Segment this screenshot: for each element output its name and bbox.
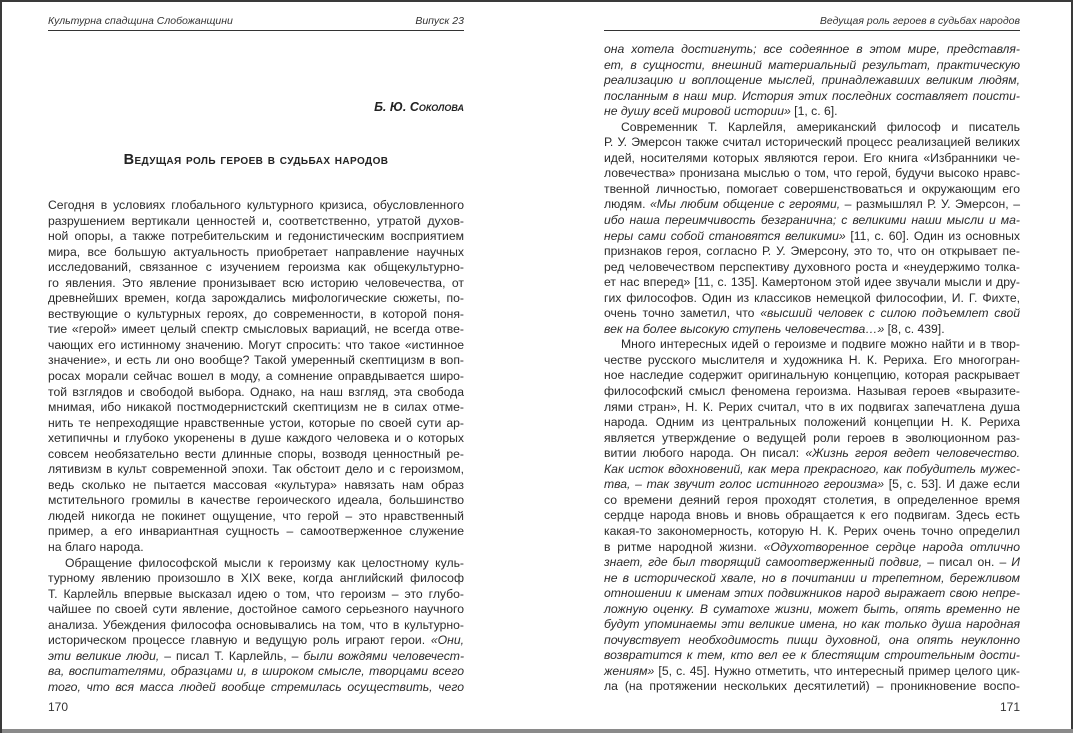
text-segment: пример, а его инвариантная сущность – самоотверженное служение — [48, 524, 464, 539]
text-segment: ет нас вперед» [11, с. 135]. Камертоном этой идее звучали мысли и дру- — [604, 275, 1020, 290]
text-line — [604, 135, 1020, 151]
text-line — [604, 166, 1020, 182]
italic-quote: эти великие люди, — [48, 648, 160, 663]
text-line — [48, 322, 464, 338]
text-segment: турному явлению произошло в XIX веке, когда английский философ — [48, 571, 464, 586]
body-text-left — [48, 198, 464, 696]
text-segment: Т. Карлейль впервые высказал идею о том, что героизм – это глубо- — [48, 586, 464, 601]
italic-quote: будут упоминаемы эти великие имена, но как только душа народная — [604, 617, 1020, 632]
italic-quote: отношении к именам этих подвижников народ выражает свою непре- — [604, 586, 1020, 601]
italic-quote: век на более высокую ступень человечества…» — [604, 321, 885, 336]
text-segment: тие «герой» имеет целый спектр смысловых вариаций, не всегда отве- — [48, 322, 464, 337]
text-line — [604, 617, 1020, 633]
italic-quote: она хотела достигнуть; все содеянное в этом мире, представля- — [604, 42, 1020, 56]
text-line — [604, 540, 1020, 556]
text-line — [604, 291, 1020, 307]
text-line — [48, 307, 464, 323]
italic-quote: ложную оценку. В суматохе жизни, может быть, опять временно не — [604, 601, 1020, 616]
text-segment: [5, с. 53]. И даже если — [884, 477, 1020, 492]
text-line — [48, 338, 464, 354]
text-line — [604, 73, 1020, 89]
text-line — [604, 368, 1020, 384]
text-segment: [8, с. 439]. — [884, 321, 945, 336]
text-segment: народа. Одним из центральных положений концепции Н. К. Рериха — [604, 415, 1020, 430]
text-segment: лятивизм в культ современной эпохи. Так обстоит дело и с героизмом, — [48, 462, 464, 477]
text-line — [604, 306, 1020, 322]
italic-quote: «Мы любим общение с героями, — [649, 197, 841, 212]
text-line — [604, 586, 1020, 602]
text-segment: древнейших времен, когда зарождались мифологические сюжеты, по- — [48, 291, 464, 306]
text-segment: идей, носителями которых являются герои. Его книга «Избранники че- — [604, 150, 1020, 165]
page-number-right: 171 — [999, 700, 1020, 714]
text-line — [604, 120, 1020, 136]
text-line — [604, 213, 1020, 229]
text-segment: ной опоры, а также потребительским и гедонистическим восприятием — [48, 229, 464, 244]
text-line — [48, 649, 464, 665]
text-segment: ред человечеством перспективу духовного роста и «неудержимо толка- — [604, 259, 1020, 274]
text-segment: признаков героя, согласно Р. У. Эмерсону, это то, что он открывает пе- — [604, 244, 1020, 259]
text-segment: мстительного громилы в качестве героического идеала, большинство — [48, 493, 464, 508]
text-line — [48, 214, 464, 230]
text-line — [48, 260, 464, 276]
text-segment: росах морали сейчас вошел в моду, а сомнение оправдывается широ- — [48, 369, 464, 384]
body-text-right — [604, 42, 1020, 695]
text-segment: разрушением вертикали ценностей и, соответственно, утратой духов- — [48, 213, 464, 228]
text-segment: ведь сколько не пытается массовая «культура» навязать нам образ — [48, 477, 464, 492]
text-segment: – размышлял Р. У. Эмерсон, – — [840, 197, 1020, 212]
text-line — [48, 462, 464, 478]
text-segment: историческом процессе главную и ведущую роль играют герои. — [48, 633, 431, 648]
text-line — [604, 229, 1020, 245]
text-line — [48, 524, 464, 540]
text-line — [604, 353, 1020, 369]
text-segment: гих философов. Один из классиков немецкой философии, И. Г. Фихте, — [604, 290, 1020, 305]
text-line — [48, 509, 464, 525]
text-segment: людям. — [604, 197, 650, 212]
text-segment: людей никогда не покинет ощущение, что герой – это нравственный — [48, 508, 464, 523]
text-segment: очень точно заметил, что — [604, 306, 761, 321]
text-segment: хетипичны и глубоко укоренены в душе каждого человека и о которых — [48, 431, 464, 446]
text-line — [604, 322, 1020, 338]
text-line — [604, 337, 1020, 353]
text-segment: исследований, связанное с изучением героизма как общекультурно- — [48, 260, 464, 275]
text-line — [604, 431, 1020, 447]
text-line — [48, 633, 464, 649]
text-line — [48, 229, 464, 245]
page-number-left: 170 — [48, 700, 69, 714]
text-line — [48, 571, 464, 587]
text-line — [48, 493, 464, 509]
text-line — [604, 493, 1020, 509]
italic-quote: тва, – так звучит голос истинного героизма» — [604, 477, 885, 492]
text-line — [604, 648, 1020, 664]
text-segment: той взглядов и свободой выбора. Однако, на наш взгляд, эта свобода — [48, 384, 464, 399]
text-line — [48, 478, 464, 494]
text-line — [48, 680, 464, 696]
text-line — [48, 291, 464, 307]
italic-quote: Как исток вдохновений, как мера прекрасного, как побудитель мужес- — [604, 461, 1020, 476]
text-line — [604, 42, 1020, 58]
bottom-edge-bar — [2, 729, 1073, 733]
text-line — [48, 540, 464, 556]
italic-quote: посланным в наш мир. История этих последних составляет поисти- — [604, 88, 1020, 103]
text-line — [604, 571, 1020, 587]
text-segment: витии любого народа. Он писал: — [604, 446, 806, 461]
text-line — [604, 384, 1020, 400]
text-segment: чающих его истинному значению. Могут спросить: что такое «истинное — [48, 337, 464, 352]
text-segment: сердце народа вновь и вновь обращается к его подвигам. Здесь есть — [604, 508, 1020, 523]
text-segment: Современник Т. Карлейля, американский философ и писатель — [621, 119, 1020, 134]
text-line — [48, 664, 464, 680]
italic-quote: ва, воспитателями, образцами и, в широком смысле, творцами всего — [48, 664, 464, 679]
italic-quote: реализацию и воплощение мыслей, принадлежавших великим людям, — [604, 73, 1020, 88]
italic-quote: знает, где был творящий самоотверженный подвиг, — [604, 555, 923, 570]
text-segment: мира, все большую актуальность приобретает направление научных — [48, 244, 464, 259]
text-segment: нить те непреходящие нравственные устои, которые по своей сути ар- — [48, 415, 464, 430]
italic-quote: И — [1011, 555, 1020, 570]
text-line — [604, 555, 1020, 571]
text-segment: какая-то закономерность, которую Н. К. Рерих очень точно определил — [604, 523, 1020, 538]
text-segment: честве русского мыслителя и художника Н. К. Рериха. Его многогран- — [604, 352, 1020, 367]
text-segment: на благо народа. — [48, 540, 144, 555]
text-segment: в ритме народной жизни. — [604, 539, 764, 554]
text-line — [604, 602, 1020, 618]
running-head-right-page — [604, 15, 1020, 31]
text-line — [48, 245, 464, 261]
text-segment: Сегодня в условиях глобального культурного кризиса, обусловленного — [48, 198, 464, 212]
text-line — [604, 446, 1020, 462]
text-segment: Р. У. Эмерсон также считал исторический процесс реализацией великих — [604, 135, 1020, 150]
text-line — [604, 477, 1020, 493]
text-segment: твенной личностью, помогает совершенствоваться и окружающим его — [604, 181, 1020, 196]
text-segment: ное наследие содержит оригинальную концепцию, которая раскрывает — [604, 368, 1020, 383]
text-segment: [11, с. 60]. Один из основных — [845, 228, 1020, 243]
text-line — [48, 618, 464, 634]
text-line — [604, 275, 1020, 291]
text-segment: ла (на протяжении нескольких десятилетий) – проникновение воспо- — [604, 679, 1020, 694]
text-line — [604, 400, 1020, 416]
italic-quote: неры сами собой становятся великими» — [604, 228, 846, 243]
text-segment: вествующие о культурных героях, до современности, в которой поня- — [48, 306, 464, 321]
text-segment: Много интересных идей о героизме и подвиге можно найти и в твор- — [621, 337, 1020, 352]
text-segment: [1, с. 6]. — [790, 104, 838, 119]
text-line — [48, 447, 464, 463]
text-line — [604, 664, 1020, 680]
text-line — [604, 182, 1020, 198]
text-line — [604, 415, 1020, 431]
italic-quote: ет, в сущности, внешний материальный результат, практическую — [604, 57, 1020, 72]
text-line — [604, 508, 1020, 524]
text-line — [48, 602, 464, 618]
text-segment: ловечества» пронизана мыслью о том, что герой, будучи высоко нравс- — [604, 166, 1020, 181]
italic-quote: того, что вся масса людей вообще стремилась осуществить, чего — [48, 679, 464, 694]
text-segment: лями стран», Н. К. Рерих считал, что в их подвигах запечатлена душа — [604, 399, 1020, 414]
text-segment: – писал Т. Карлейль, – — [159, 648, 304, 663]
text-segment: – писал он. – — [922, 555, 1012, 570]
italic-quote: «Они, — [430, 633, 464, 648]
text-line — [604, 89, 1020, 105]
italic-quote: были вождями человечест- — [303, 648, 464, 663]
text-line — [604, 633, 1020, 649]
text-line — [604, 58, 1020, 74]
text-segment: совсем необязательно вести длинные споры, возводя ценностный ре- — [48, 446, 464, 461]
italic-quote: не душу всей мировой истории» — [604, 104, 791, 119]
italic-quote: почувствует необходимость пищи духовной, она опять неуклонно — [604, 632, 1020, 647]
text-line — [604, 151, 1020, 167]
text-line — [604, 244, 1020, 260]
text-segment: [5, с. 45]. Нужно отметить, что интересный пример целого цик- — [654, 663, 1020, 678]
text-line — [48, 385, 464, 401]
text-line — [604, 104, 1020, 120]
article-author: Б. Ю. Соколова — [374, 100, 464, 114]
text-line — [604, 524, 1020, 540]
text-segment: философский смысл феномена героизма. Называя героев «выразите- — [604, 384, 1020, 399]
running-head-left-page — [48, 15, 464, 31]
text-segment: анализа. Убеждения философа основывались на том, что в культурно- — [48, 617, 464, 632]
text-line — [48, 400, 464, 416]
text-line — [48, 431, 464, 447]
text-segment: значение», и есть ли оно вообще? Такой умеренный скептицизм в воп- — [48, 353, 464, 368]
text-segment: го явления. Это явление пронизывает всю историю человечества, от — [48, 275, 464, 290]
text-segment: со времени деяний героя проходят столетия, в определенное время — [604, 492, 1020, 507]
text-line — [48, 587, 464, 603]
text-segment: мнимая, ибо никакой постмодернистский скептицизм не в силах отме- — [48, 400, 464, 415]
left-page — [48, 2, 464, 735]
italic-quote: «высший человек с силою подъемлет свой — [760, 306, 1021, 321]
article-running-title: Ведущая роль героев в судьбах народов — [819, 15, 1020, 27]
text-segment: Обращение философской мысли к героизму как целостному куль- — [65, 555, 464, 570]
text-line — [48, 276, 464, 292]
italic-quote: «Жизнь героя ведет человечество. — [805, 446, 1021, 461]
italic-quote: «Одухотворенное сердце народа отлично — [763, 539, 1020, 554]
italic-quote: жениям» — [604, 663, 655, 678]
text-line — [604, 679, 1020, 695]
italic-quote: ибо наша переимчивость безгранична; с великими наши мысли и ма- — [604, 213, 1020, 228]
article-title: Ведущая роль героев в судьбах народов — [123, 152, 389, 168]
text-line — [604, 462, 1020, 478]
issue-number: Випуск 23 — [415, 15, 464, 27]
journal-title: Культурна спадщина Слобожанщини — [48, 15, 233, 27]
italic-quote: возвратится к тем, кто вел ее к блестящим строительным дости- — [604, 648, 1020, 663]
text-line — [48, 198, 464, 214]
text-segment: чайшее по своей сути явление, достойное самого серьезного научного — [48, 602, 464, 617]
text-line — [604, 197, 1020, 213]
text-line — [48, 369, 464, 385]
text-line — [604, 260, 1020, 276]
text-segment: является утверждение о ведущей роли героев в эволюционном раз- — [604, 430, 1020, 445]
text-line — [48, 353, 464, 369]
right-page — [604, 2, 1020, 735]
italic-quote: не в исторической хвале, но в почитании и трепетном, бережливом — [604, 570, 1020, 585]
text-line — [48, 416, 464, 432]
text-line — [48, 556, 464, 572]
